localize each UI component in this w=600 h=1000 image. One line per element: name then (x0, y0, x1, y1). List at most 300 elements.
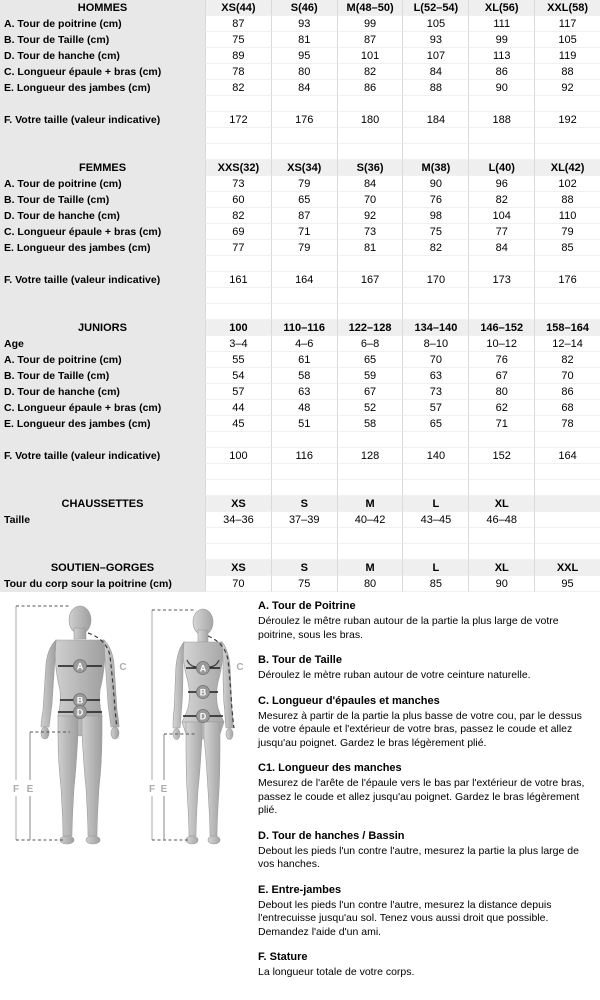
column-header: XL(42) (534, 160, 600, 176)
size-value: 81 (337, 240, 403, 256)
size-value (205, 96, 271, 112)
size-value: 82 (534, 352, 600, 368)
size-value: 84 (271, 80, 337, 96)
row-label (0, 96, 205, 112)
column-header: 110–116 (271, 320, 337, 336)
table-row (0, 32, 600, 48)
row-label: C. Longueur épaule + bras (cm) (0, 64, 205, 80)
size-value: 152 (468, 448, 534, 464)
size-value (337, 480, 403, 496)
column-header (534, 496, 600, 512)
row-label: C. Longueur épaule + bras (cm) (0, 400, 205, 416)
spacer-row (0, 544, 600, 560)
size-value: 58 (271, 368, 337, 384)
size-value: 37–39 (271, 512, 337, 528)
size-value: 173 (468, 272, 534, 288)
row-label: D. Tour de hanche (cm) (0, 48, 205, 64)
guide-section-sleeve (258, 762, 594, 818)
size-value (534, 304, 600, 320)
table-juniors (0, 320, 600, 496)
size-value (534, 96, 600, 112)
spacer-row (0, 128, 600, 144)
size-value: 3–4 (205, 336, 271, 352)
size-value: 80 (337, 576, 403, 592)
size-value (337, 256, 403, 272)
table-header-row (0, 320, 600, 336)
size-value (534, 256, 600, 272)
row-label (0, 480, 205, 496)
guide-heading: C1. Longueur des manches (258, 762, 402, 774)
size-value (271, 464, 337, 480)
row-label: A. Tour de poitrine (cm) (0, 176, 205, 192)
size-value: 54 (205, 368, 271, 384)
size-value (271, 288, 337, 304)
guide-text: La longueur totale de votre corps. (258, 966, 415, 978)
size-value: 87 (337, 32, 403, 48)
size-value (402, 288, 468, 304)
size-value: 167 (337, 272, 403, 288)
size-value: 70 (337, 192, 403, 208)
column-header: XXL(58) (534, 0, 600, 16)
spacer-row (0, 96, 600, 112)
measurement-guide (0, 598, 600, 992)
size-value: 88 (534, 64, 600, 80)
row-label (0, 432, 205, 448)
female-chest-letter: A (199, 663, 207, 674)
size-value: 46–48 (468, 512, 534, 528)
row-label: A. Tour de poitrine (cm) (0, 352, 205, 368)
guide-text: Debout les pieds l'un contre l'autre, mesurez la distance depuis l'entrecuisse jusqu'au sol. Tenez vous aussi droit que possible. Demandez l'aide d'un ami. (258, 898, 552, 938)
spacer-row (0, 528, 600, 544)
size-value: 89 (205, 48, 271, 64)
size-value: 95 (271, 48, 337, 64)
female-waist-letter: B (199, 687, 207, 698)
size-value: 82 (205, 208, 271, 224)
size-value: 161 (205, 272, 271, 288)
size-value: 82 (402, 240, 468, 256)
column-header: L (402, 496, 468, 512)
row-label: B. Tour de Taille (cm) (0, 192, 205, 208)
size-value: 62 (468, 400, 534, 416)
female-left-leg (186, 722, 202, 836)
size-value: 86 (468, 64, 534, 80)
size-value: 44 (205, 400, 271, 416)
size-value (205, 144, 271, 160)
column-header: M(38) (402, 160, 468, 176)
table-row (0, 64, 600, 80)
size-value (534, 432, 600, 448)
size-value: 48 (271, 400, 337, 416)
table-header-row (0, 496, 600, 512)
table-row (0, 224, 600, 240)
size-value: 81 (271, 32, 337, 48)
table-row (0, 336, 600, 352)
guide-section-stature (258, 951, 594, 980)
female-hip-letter: D (199, 711, 207, 722)
row-label: E. Longueur des jambes (cm) (0, 240, 205, 256)
size-value (337, 288, 403, 304)
size-value: 172 (205, 112, 271, 128)
size-value (534, 128, 600, 144)
size-value: 84 (468, 240, 534, 256)
column-header: XL (468, 560, 534, 576)
size-value: 99 (337, 16, 403, 32)
size-value: 67 (468, 368, 534, 384)
size-value (402, 544, 468, 560)
column-header: M(48–50) (337, 0, 403, 16)
size-value: 86 (337, 80, 403, 96)
spacer-row (0, 464, 600, 480)
row-label: E. Longueur des jambes (cm) (0, 416, 205, 432)
size-value: 10–12 (468, 336, 534, 352)
male-stature-letter: F (12, 784, 20, 795)
spacer-row (0, 432, 600, 448)
row-label (0, 128, 205, 144)
row-label: E. Longueur des jambes (cm) (0, 80, 205, 96)
spacer-row (0, 256, 600, 272)
table-title: JUNIORS (0, 320, 205, 336)
size-value: 104 (468, 208, 534, 224)
size-value: 113 (468, 48, 534, 64)
row-label (0, 288, 205, 304)
size-value: 87 (205, 16, 271, 32)
size-value (271, 256, 337, 272)
row-label (0, 544, 205, 560)
size-value (271, 96, 337, 112)
column-header: 146–152 (468, 320, 534, 336)
size-value (337, 528, 403, 544)
size-value: 82 (468, 192, 534, 208)
size-value: 57 (205, 384, 271, 400)
body-diagrams (0, 598, 252, 992)
row-label: D. Tour de hanche (cm) (0, 208, 205, 224)
size-value (534, 464, 600, 480)
column-header: XL(56) (468, 0, 534, 16)
size-value: 93 (402, 32, 468, 48)
size-value (205, 464, 271, 480)
table-row (0, 192, 600, 208)
size-value (337, 96, 403, 112)
size-value (402, 144, 468, 160)
male-chest-letter: A (76, 661, 84, 672)
size-value: 79 (271, 176, 337, 192)
size-value: 90 (468, 576, 534, 592)
column-header: S(36) (337, 160, 403, 176)
column-header: XS(44) (205, 0, 271, 16)
size-value: 65 (402, 416, 468, 432)
size-value: 92 (534, 80, 600, 96)
size-value: 45 (205, 416, 271, 432)
size-value: 90 (402, 176, 468, 192)
size-value: 105 (402, 16, 468, 32)
table-title: SOUTIEN–GORGES (0, 560, 205, 576)
size-value (468, 288, 534, 304)
male-body-diagram (8, 600, 136, 848)
guide-heading: D. Tour de hanches / Bassin (258, 829, 405, 842)
size-value: 188 (468, 112, 534, 128)
row-label (0, 464, 205, 480)
size-value: 65 (271, 192, 337, 208)
size-value: 85 (534, 240, 600, 256)
table-row (0, 576, 600, 592)
size-value: 43–45 (402, 512, 468, 528)
row-label: Age (0, 336, 205, 352)
size-value (534, 288, 600, 304)
size-value (468, 144, 534, 160)
size-value: 85 (402, 576, 468, 592)
size-value: 96 (468, 176, 534, 192)
table-row (0, 48, 600, 64)
size-value: 67 (337, 384, 403, 400)
size-value: 12–14 (534, 336, 600, 352)
size-value (534, 144, 600, 160)
size-value (337, 128, 403, 144)
size-value: 116 (271, 448, 337, 464)
column-header: XS (205, 560, 271, 576)
size-value: 105 (534, 32, 600, 48)
table-header-row (0, 560, 600, 576)
size-value: 84 (337, 176, 403, 192)
size-value: 87 (271, 208, 337, 224)
column-header: 122–128 (337, 320, 403, 336)
column-header: XXL (534, 560, 600, 576)
column-header: M (337, 496, 403, 512)
size-value (534, 528, 600, 544)
size-value (205, 432, 271, 448)
row-label (0, 144, 205, 160)
row-label: F. Votre taille (valeur indicative) (0, 112, 205, 128)
size-value: 75 (402, 224, 468, 240)
size-value: 99 (468, 32, 534, 48)
row-label: C. Longueur épaule + bras (cm) (0, 224, 205, 240)
size-value: 52 (337, 400, 403, 416)
spacer-row (0, 144, 600, 160)
spacer-row (0, 480, 600, 496)
size-value: 110 (534, 208, 600, 224)
size-value: 55 (205, 352, 271, 368)
size-value: 98 (402, 208, 468, 224)
size-value (468, 432, 534, 448)
size-value (468, 480, 534, 496)
size-value (205, 544, 271, 560)
size-value: 75 (205, 32, 271, 48)
size-value (402, 528, 468, 544)
size-value (534, 480, 600, 496)
size-value: 92 (337, 208, 403, 224)
guide-text: Debout les pieds l'un contre l'autre, mesurez la partie la plus large de vos hanches. (258, 844, 579, 870)
male-arm-letter: C (119, 662, 127, 673)
guide-heading: E. Entre-jambes (258, 883, 342, 896)
table-title: HOMMES (0, 0, 205, 16)
size-value: 69 (205, 224, 271, 240)
row-label: F. Votre taille (valeur indicative) (0, 272, 205, 288)
size-value: 40–42 (337, 512, 403, 528)
size-value: 80 (468, 384, 534, 400)
column-header: M (337, 560, 403, 576)
size-value: 75 (271, 576, 337, 592)
size-value: 164 (534, 448, 600, 464)
row-label: F. Votre taille (valeur indicative) (0, 448, 205, 464)
guide-text: Déroulez le mêtre ruban autour de la partie la plus large de votre poitrine, sous les bras. (258, 615, 559, 641)
size-value: 6–8 (337, 336, 403, 352)
column-header: L(40) (468, 160, 534, 176)
size-value (402, 432, 468, 448)
size-value: 107 (402, 48, 468, 64)
row-label: D. Tour de hanche (cm) (0, 384, 205, 400)
table-row (0, 384, 600, 400)
male-right-leg (82, 716, 102, 836)
size-value: 90 (468, 80, 534, 96)
size-value: 82 (337, 64, 403, 80)
size-value: 100 (205, 448, 271, 464)
table-title: CHAUSSETTES (0, 496, 205, 512)
size-value (205, 528, 271, 544)
size-value: 76 (468, 352, 534, 368)
row-label: B. Tour de Taille (cm) (0, 368, 205, 384)
guide-text: Mesurez de l'arête de l'épaule vers le bas par l'extérieur de votre bras, passez le coude et allez jusqu'au poignet. Gardez le bras légèrement plié. (258, 777, 585, 816)
table-title: FEMMES (0, 160, 205, 176)
table-row (0, 16, 600, 32)
female-inseam-letter: E (160, 784, 168, 795)
column-header: S (271, 496, 337, 512)
guide-heading: B. Tour de Taille (258, 654, 342, 666)
size-value: 8–10 (402, 336, 468, 352)
guide-heading: F. Stature (258, 951, 308, 963)
size-value: 82 (205, 80, 271, 96)
size-value (402, 128, 468, 144)
size-value (205, 480, 271, 496)
column-header: XS (205, 496, 271, 512)
size-value: 102 (534, 176, 600, 192)
column-header: 100 (205, 320, 271, 336)
size-value: 4–6 (271, 336, 337, 352)
size-value: 63 (271, 384, 337, 400)
size-value: 51 (271, 416, 337, 432)
guide-heading: A. Tour de Poitrine (258, 600, 356, 612)
male-right-arm (104, 640, 119, 727)
female-right-arm (222, 642, 233, 728)
size-value (205, 304, 271, 320)
size-value (402, 464, 468, 480)
size-value: 176 (271, 112, 337, 128)
size-value: 73 (337, 224, 403, 240)
table-chaussettes (0, 496, 600, 560)
size-value: 76 (402, 192, 468, 208)
size-value: 119 (534, 48, 600, 64)
measurement-instructions (252, 598, 600, 992)
size-value: 60 (205, 192, 271, 208)
size-value: 77 (205, 240, 271, 256)
table-row (0, 416, 600, 432)
spacer-row (0, 304, 600, 320)
size-value: 88 (534, 192, 600, 208)
column-header: L (402, 560, 468, 576)
column-header: XL (468, 496, 534, 512)
table-header-row (0, 0, 600, 16)
size-value: 117 (534, 16, 600, 32)
size-value: 86 (534, 384, 600, 400)
male-waist-letter: B (76, 695, 84, 706)
column-header: S(46) (271, 0, 337, 16)
size-value (337, 432, 403, 448)
male-left-arm (41, 640, 56, 727)
size-value: 70 (402, 352, 468, 368)
table-row (0, 80, 600, 96)
size-value (337, 144, 403, 160)
table-soutien-gorges (0, 560, 600, 592)
size-value (205, 288, 271, 304)
size-value: 84 (402, 64, 468, 80)
size-value: 61 (271, 352, 337, 368)
size-value: 58 (337, 416, 403, 432)
size-value (468, 464, 534, 480)
size-value: 192 (534, 112, 600, 128)
guide-section-waist (258, 654, 594, 683)
size-value: 70 (534, 368, 600, 384)
size-value: 70 (205, 576, 271, 592)
size-value (337, 464, 403, 480)
size-value (468, 304, 534, 320)
male-hip-letter: D (76, 707, 84, 718)
size-value: 73 (205, 176, 271, 192)
row-label (0, 256, 205, 272)
size-value (534, 512, 600, 528)
male-inseam-letter: E (26, 784, 34, 795)
size-value: 78 (534, 416, 600, 432)
table-hommes (0, 0, 600, 160)
table-row (0, 112, 600, 128)
row-label (0, 528, 205, 544)
size-value (402, 256, 468, 272)
table-row (0, 176, 600, 192)
size-value: 93 (271, 16, 337, 32)
table-row (0, 448, 600, 464)
size-value (271, 480, 337, 496)
spacer-row (0, 288, 600, 304)
size-value (468, 256, 534, 272)
size-value: 79 (534, 224, 600, 240)
size-value: 78 (205, 64, 271, 80)
size-value (402, 480, 468, 496)
guide-section-chest (258, 600, 594, 642)
size-value: 184 (402, 112, 468, 128)
size-value (205, 256, 271, 272)
column-header: XS(34) (271, 160, 337, 176)
row-label: B. Tour de Taille (cm) (0, 32, 205, 48)
column-header: XXS(32) (205, 160, 271, 176)
size-value: 77 (468, 224, 534, 240)
guide-text: Mesurez à partir de la partie la plus basse de votre cou, par le dessus de votre épaule et l'extérieur de votre bras, passez le coude et allez jusqu'au poignet. Gardez le bras légèrement plié. (258, 709, 582, 749)
guide-section-inseam (258, 884, 594, 940)
size-value (468, 96, 534, 112)
column-header: 158–164 (534, 320, 600, 336)
size-value: 65 (337, 352, 403, 368)
row-label: A. Tour de poitrine (cm) (0, 16, 205, 32)
column-header: L(52–54) (402, 0, 468, 16)
size-value (468, 528, 534, 544)
table-row (0, 368, 600, 384)
female-body-diagram (146, 600, 246, 848)
column-header: 134–140 (402, 320, 468, 336)
table-row (0, 512, 600, 528)
size-value (271, 128, 337, 144)
size-value: 80 (271, 64, 337, 80)
size-value (271, 528, 337, 544)
column-header: S (271, 560, 337, 576)
size-value: 176 (534, 272, 600, 288)
size-value (205, 128, 271, 144)
size-value: 180 (337, 112, 403, 128)
